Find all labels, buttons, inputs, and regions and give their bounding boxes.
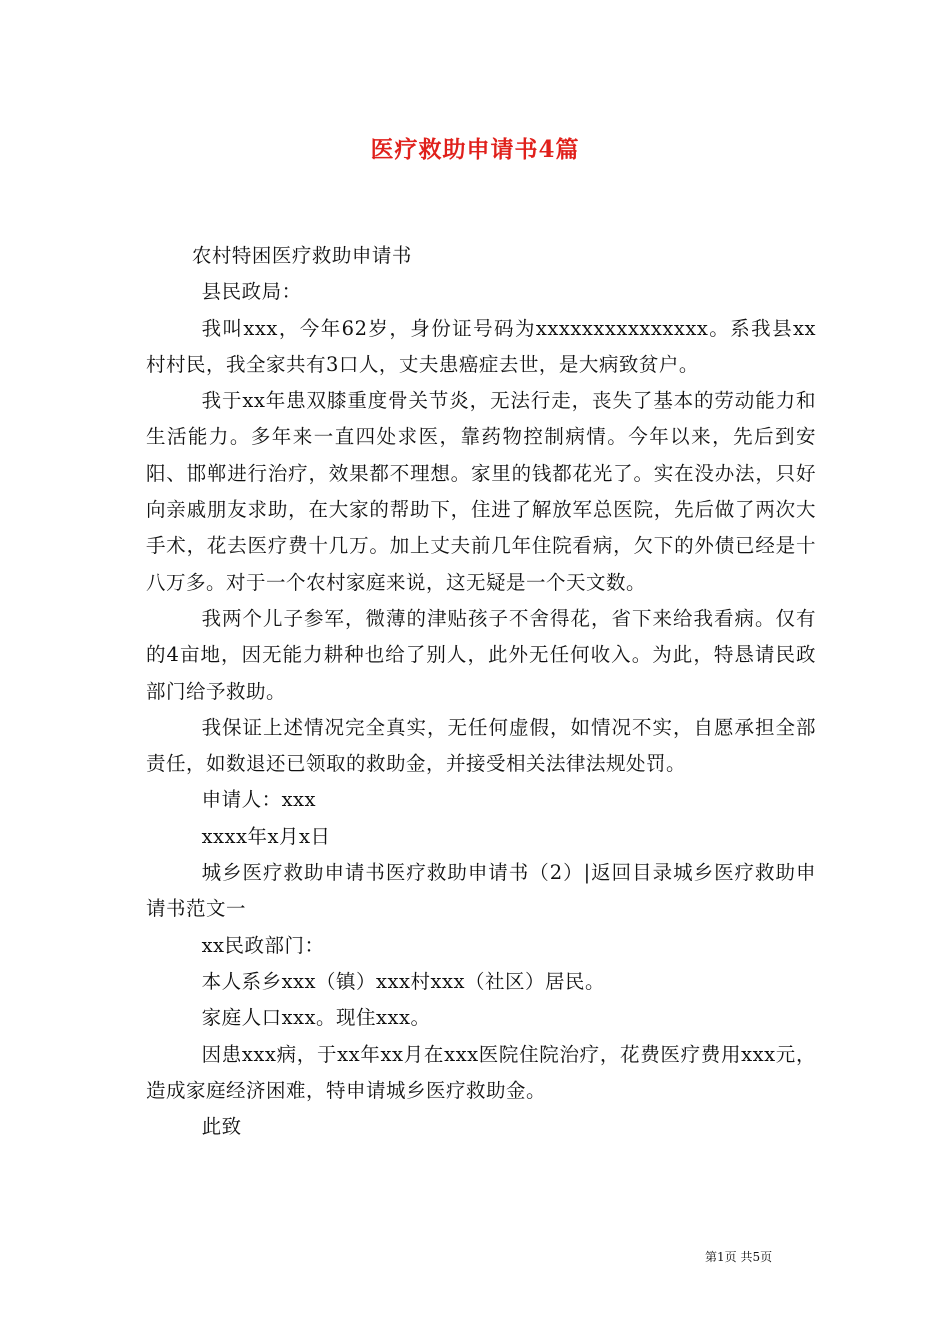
paragraph-closing: 此致	[201, 1115, 242, 1139]
paragraph-subtitle: 农村特困医疗救助申请书	[191, 244, 412, 267]
paragraph: 我于xx年患双膝重度骨关节炎，无法行走，丧失了基本的劳动能力和生活能力。多年来一直四处求医，靠药物控制病情。今年以来，先后到安阳、邯郸进行治疗，效果都不理想。家里的钱都花光了。实在没办法，只好向亲戚朋友求助，在大家的帮助下，住进了解放军总医院，先后做了两次大手术，花去医疗费十几万。加上丈夫前几年住院看病，欠下的外债已经是十八万多。对于一个农村家庭来说，这无疑是一个天文数。	[146, 389, 816, 594]
paragraph-section-heading: 城乡医疗救助申请书医疗救助申请书（2）|返回目录城乡医疗救助申请书范文一	[146, 861, 816, 921]
document-title: 医疗救助申请书4篇	[370, 136, 580, 163]
paragraph: 我两个儿子参军，微薄的津贴孩子不舍得花，省下来给我看病。仅有的4亩地，因无能力耕种也给了别人，此外无任何收入。为此，特恳请民政部门给予救助。	[146, 606, 816, 703]
paragraph: 因患xxx病，于xx年xx月在xxx医院住院治疗，花费医疗费用xxx元，造成家庭经济困难，特申请城乡医疗救助金。	[146, 1042, 816, 1102]
paragraph-applicant: 申请人：xxx	[201, 788, 317, 812]
paragraph-addressee: 县民政局：	[201, 280, 302, 304]
paragraph: 家庭人口xxx。现住xxx。	[201, 1006, 431, 1030]
paragraph: 我叫xxx，今年62岁，身份证号码为xxxxxxxxxxxxxxx。系我县xx村村民，我全家共有3口人，丈夫患癌症去世，是大病致贫户。	[146, 316, 816, 376]
paragraph-addressee: xx民政部门：	[201, 933, 325, 957]
page-indicator: 第1页 共5页	[705, 1250, 773, 1264]
paragraph: 我保证上述情况完全真实，无任何虚假，如情况不实，自愿承担全部责任，如数退还已领取的救助金，并接受相关法律法规处罚。	[146, 715, 816, 776]
document-body	[146, 238, 816, 1145]
paragraph-date: xxxx年x月x日	[201, 824, 331, 848]
paragraph: 本人系乡xxx（镇）xxx村xxx（社区）居民。	[201, 969, 606, 993]
